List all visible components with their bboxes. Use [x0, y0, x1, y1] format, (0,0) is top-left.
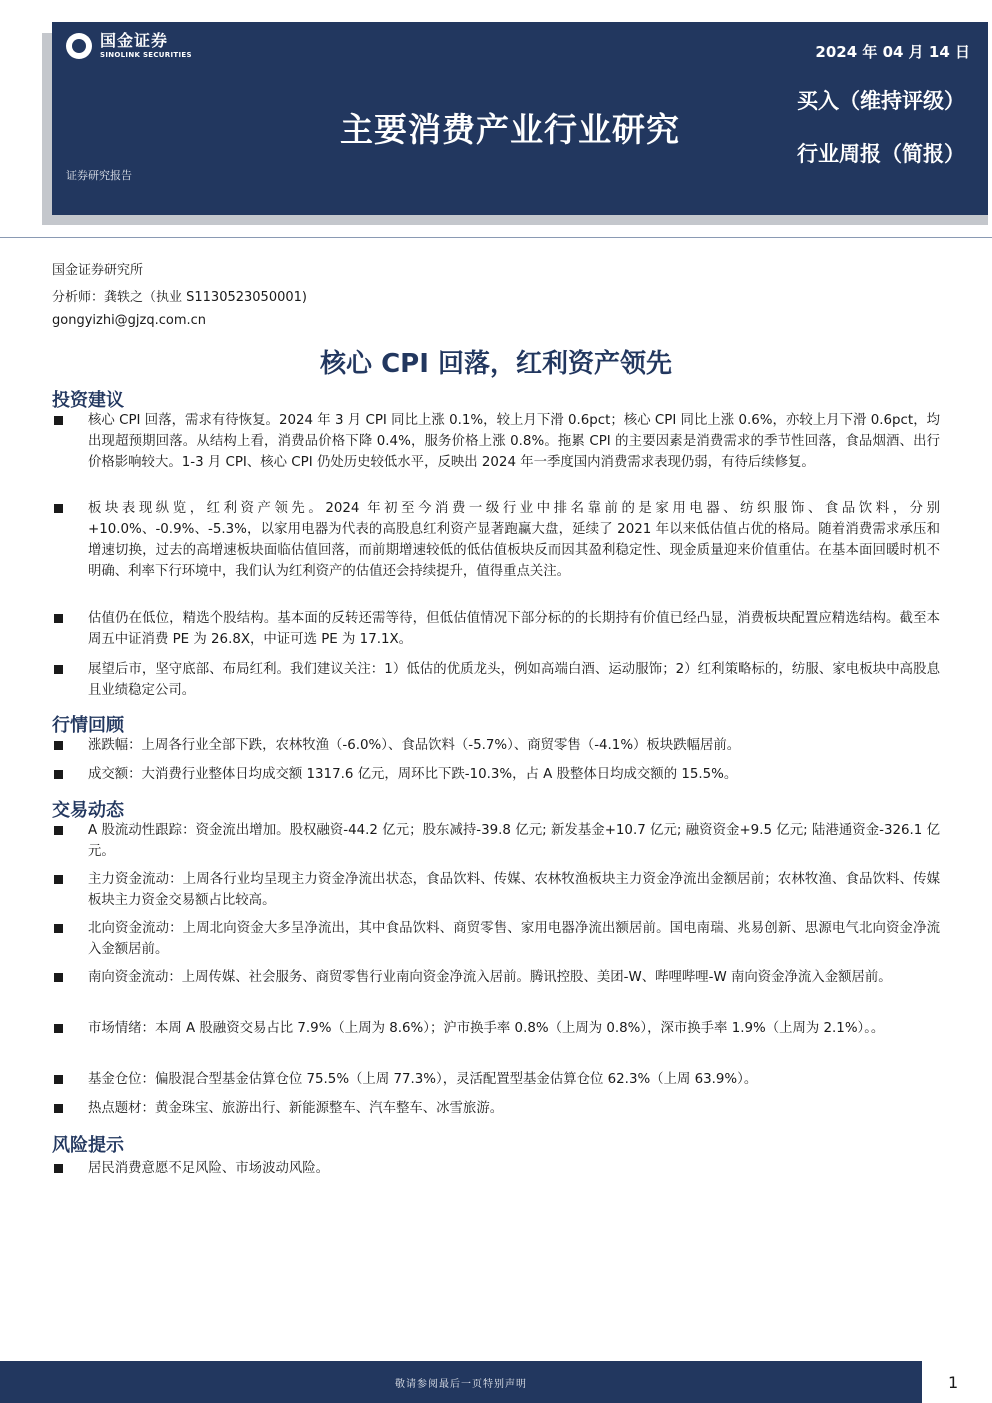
bullet-square-icon	[54, 826, 63, 835]
bullet-square-icon	[54, 770, 63, 779]
list-item	[52, 608, 940, 650]
bullet-text: A 股流动性跟踪：资金流出增加。股权融资-44.2 亿元；股东减持-39.8 亿元; 新发基金+10.7 亿元; 融资资金+9.5 亿元; 陆港通资金-326.1 亿元。	[88, 823, 940, 859]
logo-chinese-name: 国金证券	[100, 31, 169, 50]
company-logo	[66, 33, 192, 59]
bullet-text: 成交额：大消费行业整体日均成交额 1317.6 亿元，周环比下跌-10.3%，占 A 股整体日均成交额的 15.5%。	[88, 767, 738, 782]
list-item	[52, 918, 940, 960]
bullet-square-icon	[54, 665, 63, 674]
bullet-text: 涨跌幅：上周各行业全部下跌，农林牧渔（-6.0%）、食品饮料（-5.7%）、商贸零售（-4.1%）板块跌幅居前。	[88, 738, 741, 753]
bullet-text: 估值仍在低位，精选个股结构。基本面的反转还需等待，但低估值情况下部分标的的长期持有价值已经凸显，消费板块配置应精选结构。截至本周五中证消费 PE 为 26.8X，中证可选 PE 为 17.1X。	[88, 611, 940, 647]
header-divider	[0, 237, 992, 238]
bullet-text: 展望后市，坚守底部、布局红利。我们建议关注：1）低估的优质龙头，例如高端白酒、运动服饰；2）红利策略标的，纺服、家电板块中高股息且业绩稳定公司。	[88, 662, 940, 698]
list-item	[52, 967, 940, 988]
list-item	[52, 764, 940, 785]
bullet-square-icon	[54, 1104, 63, 1113]
bullet-square-icon	[54, 973, 63, 982]
bullet-square-icon	[54, 1024, 63, 1033]
report-category: 证券研究报告	[66, 169, 132, 182]
bullet-square-icon	[54, 504, 63, 513]
list-item	[52, 1018, 940, 1039]
banner-title: 主要消费产业行业研究	[340, 110, 680, 149]
bullet-square-icon	[54, 875, 63, 884]
analyst-email[interactable]: gongyizhi@gjzq.com.cn	[52, 313, 207, 328]
section-heading-investment: 投资建议	[52, 390, 124, 411]
page-title: 核心 CPI 回落，红利资产领先	[320, 349, 672, 379]
bullet-text: 居民消费意愿不足风险、市场波动风险。	[88, 1161, 330, 1176]
analyst-line: 分析师：龚轶之（执业 S1130523050001)	[52, 290, 307, 305]
list-item	[52, 659, 940, 701]
footer-disclaimer-note: 敬请参阅最后一页特别声明	[395, 1379, 527, 1390]
bullet-square-icon	[54, 416, 63, 425]
section-heading-market-review: 行情回顾	[52, 715, 124, 736]
list-item	[52, 410, 940, 473]
page-number: 1	[948, 1373, 959, 1392]
logo-english-name: SINOLINK SECURITIES	[100, 51, 192, 59]
report-type: 行业周报（简报）	[797, 142, 965, 166]
bullet-square-icon	[54, 614, 63, 623]
section-heading-trading: 交易动态	[52, 800, 124, 821]
list-item	[52, 1158, 940, 1179]
list-item	[52, 1098, 940, 1119]
logo-mark-icon	[66, 33, 92, 59]
list-item	[52, 820, 940, 862]
bullet-text: 市场情绪：本周 A 股融资交易占比 7.9%（上周为 8.6%）；沪市换手率 0.8%（上周为 0.8%），深市换手率 1.9%（上周为 2.1%）。。	[88, 1021, 885, 1036]
section-heading-risk: 风险提示	[52, 1135, 124, 1156]
bullet-text: 核心 CPI 回落，需求有待恢复。2024 年 3 月 CPI 同比上涨 0.1%，较上月下滑 0.6pct；核心 CPI 同比上涨 0.6%，亦较上月下滑 0.6pct，均出现超预期回落。从结构上看，消费品价格下降 0.4%，服务价格上涨 0.8%。拖累 CPI 的主要因素是消费需求的季节性回落，食品烟酒、出行价格影响较大。1-3 月 CPI、核心 CPI 仍处历史较低水平，反映出 2024 年一季度国内消费需求表现仍弱，有待后续修复。	[88, 413, 940, 470]
bullet-text: 板块表现纵览，红利资产领先。2024 年初至今消费一级行业中排名靠前的是家用电器、纺织服饰、食品饮料，分别+10.0%、-0.9%、-5.3%，以家用电器为代表的高股息红利资产显著跑赢大盘，延续了 2021 年以来低估值占优的格局。随着消费需求承压和增速切换，过去的高增速板块面临估值回落，而前期增速较低的低估值板块反而因其盈利稳定性、现金质量迎来价值重估。在基本面回暖时机不明确、利率下行环境中，我们认为红利资产的估值还会持续提升，值得重点关注。	[88, 501, 940, 579]
list-item	[52, 498, 940, 582]
bullet-text: 热点题材：黄金珠宝、旅游出行、新能源整车、汽车整车、冰雪旅游。	[88, 1101, 504, 1116]
bullet-text: 南向资金流动：上周传媒、社会服务、商贸零售行业南向资金净流入居前。腾讯控股、美团-W、哔哩哔哩-W 南向资金净流入金额居前。	[88, 970, 892, 985]
bullet-square-icon	[54, 741, 63, 750]
report-date: 2024 年 04 月 14 日	[815, 43, 970, 61]
list-item	[52, 735, 940, 756]
list-item	[52, 1069, 940, 1090]
bullet-text: 北向资金流动：上周北向资金大多呈净流出，其中食品饮料、商贸零售、家用电器净流出额居前。国电南瑞、兆易创新、思源电气北向资金净流入金额居前。	[88, 921, 940, 957]
bullet-square-icon	[54, 1075, 63, 1084]
bullet-text: 基金仓位：偏股混合型基金估算仓位 75.5%（上周 77.3%），灵活配置型基金估算仓位 62.3%（上周 63.9%）。	[88, 1072, 758, 1087]
rating: 买入（维持评级）	[797, 89, 965, 113]
list-item	[52, 869, 940, 911]
bullet-text: 主力资金流动：上周各行业均呈现主力资金净流出状态，食品饮料、传媒、农林牧渔板块主力资金净流出金额居前；农林牧渔、食品饮料、传媒板块主力资金交易额占比较高。	[88, 872, 940, 908]
bullet-square-icon	[54, 1164, 63, 1173]
research-institute: 国金证券研究所	[52, 263, 144, 278]
bullet-square-icon	[54, 924, 63, 933]
